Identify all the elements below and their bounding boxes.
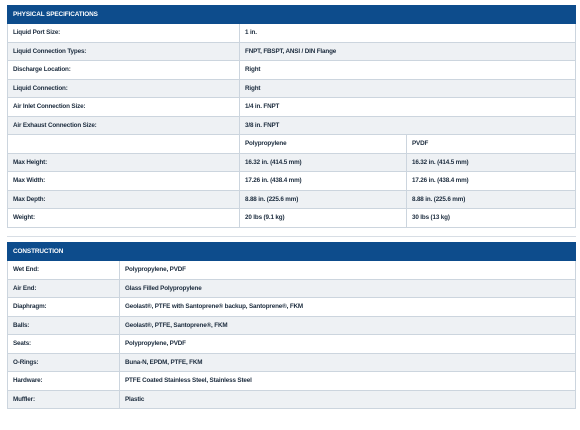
construction-label: Wet End: bbox=[7, 261, 120, 280]
spec-label: Liquid Port Size: bbox=[7, 24, 240, 43]
spec-label: Air Inlet Connection Size: bbox=[7, 98, 240, 117]
construction-value: PTFE Coated Stainless Steel, Stainless Steel bbox=[120, 372, 576, 391]
section-divider bbox=[7, 236, 576, 237]
construction-value: Polypropylene, PVDF bbox=[120, 335, 576, 354]
construction-label: Muffler: bbox=[7, 391, 120, 410]
dimension-label: Max Width: bbox=[7, 172, 240, 191]
dimension-value-pvdf: 17.26 in. (438.4 mm) bbox=[407, 172, 576, 191]
construction-label: Diaphragm: bbox=[7, 298, 120, 317]
construction-label: Hardware: bbox=[7, 372, 120, 391]
construction-header: CONSTRUCTION bbox=[7, 242, 576, 261]
construction-label: Air End: bbox=[7, 280, 120, 299]
dimension-value-pvdf: 16.32 in. (414.5 mm) bbox=[407, 154, 576, 173]
construction-grid bbox=[7, 261, 576, 409]
physical-specifications-header: PHYSICAL SPECIFICATIONS bbox=[7, 5, 576, 24]
construction-label: Balls: bbox=[7, 317, 120, 336]
material-header-polypropylene: Polypropylene bbox=[240, 135, 407, 154]
spec-label: Air Exhaust Connection Size: bbox=[7, 117, 240, 136]
physical-specifications-grid bbox=[7, 24, 576, 228]
physical-specifications-table bbox=[7, 5, 576, 228]
construction-table bbox=[7, 242, 576, 409]
spec-value: 1 in. bbox=[240, 24, 576, 43]
material-header-blank bbox=[7, 135, 240, 154]
material-header-pvdf: PVDF bbox=[407, 135, 576, 154]
spec-label: Liquid Connection Types: bbox=[7, 43, 240, 62]
dimension-label: Max Height: bbox=[7, 154, 240, 173]
spec-value: Right bbox=[240, 61, 576, 80]
spec-value: 1/4 in. FNPT bbox=[240, 98, 576, 117]
construction-value: Polypropylene, PVDF bbox=[120, 261, 576, 280]
construction-value: Glass Filled Polypropylene bbox=[120, 280, 576, 299]
spec-label: Discharge Location: bbox=[7, 61, 240, 80]
dimension-value-polypropylene: 20 lbs (9.1 kg) bbox=[240, 209, 407, 228]
construction-value: Buna-N, EPDM, PTFE, FKM bbox=[120, 354, 576, 373]
spec-value: 3/8 in. FNPT bbox=[240, 117, 576, 136]
spec-value: Right bbox=[240, 80, 576, 99]
dimension-value-polypropylene: 17.26 in. (438.4 mm) bbox=[240, 172, 407, 191]
dimension-value-polypropylene: 16.32 in. (414.5 mm) bbox=[240, 154, 407, 173]
construction-label: O-Rings: bbox=[7, 354, 120, 373]
spec-label: Liquid Connection: bbox=[7, 80, 240, 99]
construction-value: Geolast®, PTFE with Santoprene® backup, Santoprene®, FKM bbox=[120, 298, 576, 317]
construction-value: Geolast®, PTFE, Santoprene®, FKM bbox=[120, 317, 576, 336]
construction-value: Plastic bbox=[120, 391, 576, 410]
construction-label: Seats: bbox=[7, 335, 120, 354]
spec-value: FNPT, FBSPT, ANSI / DIN Flange bbox=[240, 43, 576, 62]
dimension-value-polypropylene: 8.88 in. (225.6 mm) bbox=[240, 191, 407, 210]
dimension-label: Max Depth: bbox=[7, 191, 240, 210]
dimension-label: Weight: bbox=[7, 209, 240, 228]
dimension-value-pvdf: 8.88 in. (225.6 mm) bbox=[407, 191, 576, 210]
dimension-value-pvdf: 30 lbs (13 kg) bbox=[407, 209, 576, 228]
